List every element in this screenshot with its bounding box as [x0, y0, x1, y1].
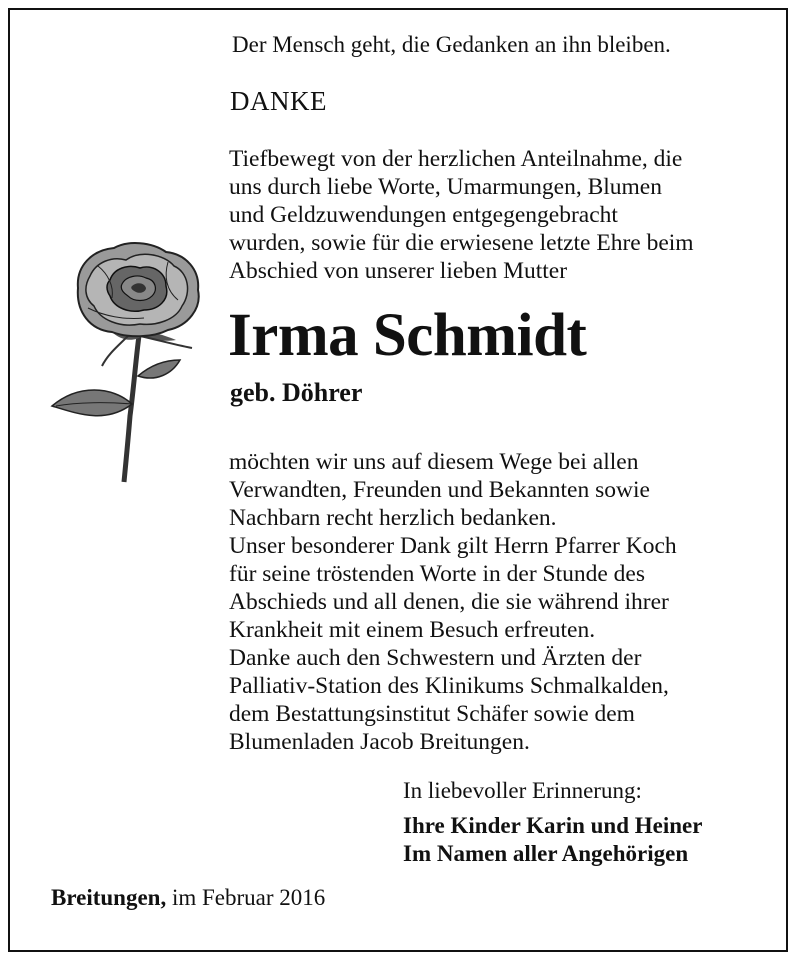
body-line: Blumenladen Jacob Breitungen. [229, 729, 530, 755]
intro-line: wurden, sowie für die erwiesene letzte Ehre beim [229, 230, 694, 256]
body-line: möchten wir uns auf diesem Wege bei allen [229, 449, 639, 475]
signature-line: Im Namen aller Angehörigen [403, 841, 689, 866]
deceased-name: Irma Schmidt [228, 302, 587, 369]
body-line: für seine tröstenden Worte in der Stunde des [229, 561, 646, 587]
place-date [51, 885, 325, 911]
thanks-paragraph [229, 448, 769, 756]
body-line: Abschieds und all denen, die sie während ihrer [229, 589, 669, 615]
intro-line: uns durch liebe Worte, Umarmungen, Blumen [229, 174, 662, 200]
body-line: Danke auch den Schwestern und Ärzten der [229, 645, 642, 671]
intro-line: Abschied von unserer lieben Mutter [229, 258, 568, 284]
body-line: Unser besonderer Dank gilt Herrn Pfarrer Koch [229, 533, 677, 559]
intro-paragraph [229, 145, 769, 285]
motto: Der Mensch geht, die Gedanken an ihn bleiben. [232, 32, 671, 57]
date: im Februar 2016 [171, 885, 326, 910]
rose-icon [48, 236, 213, 486]
signature [403, 812, 702, 868]
place: Breitungen, [51, 885, 167, 910]
body-line: dem Bestattungsinstitut Schäfer sowie dem [229, 701, 635, 727]
intro-line: und Geldzuwendungen entgegengebracht [229, 202, 618, 228]
maiden-name: geb. Döhrer [230, 378, 363, 407]
heading-danke: DANKE [230, 86, 327, 116]
body-line: Nachbarn recht herzlich bedanken. [229, 505, 557, 531]
body-line: Palliativ-Station des Klinikums Schmalkalden, [229, 673, 669, 699]
closing-phrase: In liebevoller Erinnerung: [403, 778, 642, 803]
body-line: Verwandten, Freunden und Bekannten sowie [229, 477, 650, 503]
body-line: Krankheit mit einem Besuch erfreuten. [229, 617, 596, 643]
signature-line: Ihre Kinder Karin und Heiner [403, 813, 703, 838]
intro-line: Tiefbewegt von der herzlichen Anteilnahme, die [229, 146, 683, 172]
